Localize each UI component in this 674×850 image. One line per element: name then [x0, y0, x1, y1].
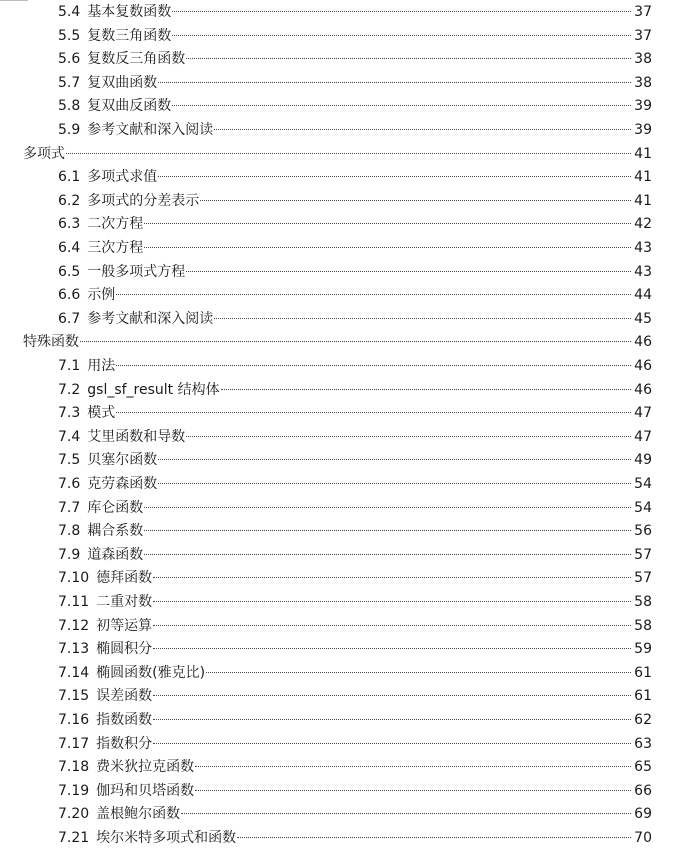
toc-dot-leader — [153, 577, 631, 578]
toc-dot-leader — [237, 837, 631, 838]
toc-entry-title: 特殊函数 — [23, 334, 79, 351]
toc-entry-title: 费米狄拉克函数 — [96, 759, 195, 776]
toc-entry-page-number: 69 — [634, 806, 652, 823]
toc-section-entry[interactable] — [58, 781, 652, 801]
toc-dot-leader — [186, 58, 631, 59]
toc-entry-title: 多项式求值 — [87, 169, 158, 186]
toc-dot-leader — [172, 35, 631, 36]
toc-entry-title: 复数三角函数 — [87, 27, 172, 44]
toc-entry-number: 5.8 — [58, 98, 81, 115]
toc-entry-number: 7.13 — [58, 641, 90, 658]
toc-entry-title: 盖根鲍尔函数 — [96, 806, 181, 823]
toc-chapter-entry[interactable] — [23, 332, 652, 352]
toc-dot-leader — [195, 790, 631, 791]
toc-entry-title: 埃尔米特多项式和函数 — [96, 830, 237, 846]
toc-entry-number: 6.7 — [58, 310, 81, 327]
toc-entry-title: 耦合系数 — [87, 523, 144, 540]
toc-entry-title: 伽玛和贝塔函数 — [96, 782, 195, 799]
toc-entry-page-number: 45 — [634, 310, 652, 327]
toc-entry-title: 二次方程 — [87, 216, 144, 233]
toc-dot-leader — [144, 247, 631, 248]
toc-entry-page-number: 46 — [634, 381, 652, 398]
toc-entry-page-number: 62 — [634, 712, 652, 728]
toc-section-entry[interactable] — [58, 498, 652, 518]
toc-entry-page-number: 54 — [634, 476, 652, 492]
toc-section-entry[interactable] — [58, 262, 652, 282]
toc-entry-title: gsl_sf_result 结构体 — [87, 381, 220, 398]
toc-section-entry[interactable] — [58, 73, 652, 93]
toc-entry-number: 6.3 — [58, 216, 81, 233]
toc-entry-title: 用法 — [87, 358, 116, 374]
toc-entry-number: 6.4 — [58, 240, 81, 256]
toc-entry-page-number: 57 — [634, 570, 652, 587]
toc-entry-number: 7.1 — [58, 358, 81, 374]
toc-entry-number: 5.6 — [58, 51, 81, 68]
toc-dot-leader — [172, 11, 631, 12]
toc-entry-number: 6.2 — [58, 192, 81, 209]
toc-section-entry[interactable] — [58, 592, 652, 612]
toc-entry-page-number: 65 — [634, 759, 652, 776]
toc-entry-number: 5.9 — [58, 122, 81, 138]
toc-dot-leader — [172, 105, 631, 106]
toc-entry-number: 7.9 — [58, 546, 81, 563]
toc-entry-title: 德拜函数 — [96, 570, 153, 587]
toc-dot-leader — [186, 436, 631, 437]
toc-entry-number: 5.7 — [58, 74, 81, 91]
toc-dot-leader — [144, 530, 631, 531]
toc-entry-number: 6.6 — [58, 287, 81, 304]
toc-entry-title: 复双曲函数 — [87, 74, 158, 91]
toc-section-entry[interactable] — [58, 403, 652, 423]
toc-entry-page-number: 59 — [634, 641, 652, 658]
toc-section-entry[interactable] — [58, 710, 652, 730]
toc-entry-title: 二重对数 — [96, 594, 153, 610]
toc-entry-title: 克劳森函数 — [87, 476, 158, 492]
toc-entry-number: 7.15 — [58, 688, 90, 705]
toc-entry-number: 6.1 — [58, 169, 81, 186]
toc-entry-title: 一般多项式方程 — [87, 263, 186, 280]
toc-dot-leader — [158, 176, 631, 177]
toc-section-entry[interactable] — [58, 238, 652, 258]
toc-entry-title: 三次方程 — [87, 240, 144, 256]
toc-entry-page-number: 39 — [634, 122, 652, 138]
toc-dot-leader — [153, 695, 631, 696]
toc-section-entry[interactable] — [58, 380, 652, 400]
toc-entry-page-number: 43 — [634, 263, 652, 280]
toc-entry-page-number: 49 — [634, 452, 652, 469]
toc-entry-number: 7.10 — [58, 570, 90, 587]
toc-dot-leader — [186, 271, 631, 272]
toc-dot-leader — [206, 672, 631, 673]
toc-entry-number: 7.5 — [58, 452, 81, 469]
toc-entry-page-number: 42 — [634, 216, 652, 233]
toc-entry-page-number: 38 — [634, 51, 652, 68]
toc-dot-leader — [153, 601, 631, 602]
toc-entry-page-number: 66 — [634, 782, 652, 799]
toc-entry-title: 多项式 — [23, 145, 65, 162]
toc-dot-leader — [214, 318, 631, 319]
toc-entry-page-number: 58 — [634, 617, 652, 634]
toc-entry-title: 误差函数 — [96, 688, 153, 705]
toc-entry-page-number: 41 — [634, 169, 652, 186]
toc-section-entry[interactable] — [58, 427, 652, 447]
page-top-rule — [0, 0, 28, 1]
toc-dot-leader — [158, 483, 631, 484]
toc-dot-leader — [116, 294, 631, 295]
toc-entry-number: 5.5 — [58, 27, 81, 44]
toc-section-entry[interactable] — [58, 568, 652, 588]
toc-entry-title: 参考文献和深入阅读 — [87, 122, 214, 138]
toc-dot-leader — [153, 648, 631, 649]
toc-entry-number: 7.18 — [58, 759, 90, 776]
toc-entry-page-number: 70 — [634, 830, 652, 846]
toc-entry-number: 7.17 — [58, 735, 90, 752]
toc-entry-number: 7.21 — [58, 830, 90, 846]
toc-dot-leader — [181, 813, 631, 814]
toc-entry-page-number: 61 — [634, 664, 652, 681]
toc-entry-title: 复数反三角函数 — [87, 51, 186, 68]
toc-section-entry[interactable] — [58, 616, 652, 636]
toc-entry-title: 多项式的分差表示 — [87, 192, 200, 209]
toc-section-entry[interactable] — [58, 757, 652, 777]
toc-entry-number: 7.4 — [58, 428, 81, 445]
toc-dot-leader — [144, 223, 631, 224]
toc-entry-page-number: 47 — [634, 405, 652, 422]
toc-entry-page-number: 38 — [634, 74, 652, 91]
toc-entry-page-number: 37 — [634, 4, 652, 20]
toc-section-entry[interactable] — [58, 663, 652, 683]
toc-dot-leader — [153, 625, 631, 626]
toc-entry-page-number: 46 — [634, 334, 652, 351]
toc-section-entry[interactable] — [58, 828, 652, 848]
toc-chapter-entry[interactable] — [23, 144, 652, 164]
toc-dot-leader — [158, 459, 631, 460]
toc-entry-page-number: 58 — [634, 594, 652, 610]
toc-entry-page-number: 44 — [634, 287, 652, 304]
toc-entry-number: 6.5 — [58, 263, 81, 280]
toc-entry-number: 7.20 — [58, 806, 90, 823]
toc-dot-leader — [195, 766, 631, 767]
toc-section-entry[interactable] — [58, 120, 652, 140]
toc-dot-leader — [158, 82, 631, 83]
toc-entry-number: 7.8 — [58, 523, 81, 540]
toc-dot-leader — [116, 365, 631, 366]
toc-section-entry[interactable] — [58, 26, 652, 46]
toc-entry-page-number: 56 — [634, 523, 652, 540]
toc-dot-leader — [80, 341, 631, 342]
toc-entry-title: 指数函数 — [96, 712, 153, 728]
toc-entry-title: 模式 — [87, 405, 116, 422]
toc-section-entry[interactable] — [58, 639, 652, 659]
toc-entry-title: 参考文献和深入阅读 — [87, 310, 214, 327]
toc-entry-page-number: 63 — [634, 735, 652, 752]
toc-entry-title: 复双曲反函数 — [87, 98, 172, 115]
toc-entry-number: 7.19 — [58, 782, 90, 799]
toc-entry-page-number: 61 — [634, 688, 652, 705]
toc-section-entry[interactable] — [58, 356, 652, 376]
toc-entry-number: 7.12 — [58, 617, 90, 634]
toc-section-entry[interactable] — [58, 2, 652, 22]
toc-entry-number: 7.6 — [58, 476, 81, 492]
toc-entry-page-number: 47 — [634, 428, 652, 445]
toc-entry-title: 库仑函数 — [87, 499, 144, 516]
toc-entry-number: 7.11 — [58, 594, 90, 610]
toc-section-entry[interactable] — [58, 474, 652, 494]
toc-entry-title: 贝塞尔函数 — [87, 452, 158, 469]
toc-dot-leader — [144, 554, 631, 555]
toc-entry-number: 5.4 — [58, 4, 81, 20]
toc-entry-page-number: 37 — [634, 27, 652, 44]
toc-dot-leader — [116, 412, 631, 413]
toc-entry-page-number: 46 — [634, 358, 652, 374]
toc-entry-title: 艾里函数和导数 — [87, 428, 186, 445]
toc-dot-leader — [153, 719, 631, 720]
toc-entry-title: 示例 — [87, 287, 116, 304]
toc-section-entry[interactable] — [58, 191, 652, 211]
toc-section-entry[interactable] — [58, 686, 652, 706]
toc-dot-leader — [200, 200, 631, 201]
toc-entry-number: 7.2 — [58, 381, 81, 398]
toc-entry-page-number: 43 — [634, 240, 652, 256]
toc-entry-title: 基本复数函数 — [87, 4, 172, 20]
toc-entry-page-number: 54 — [634, 499, 652, 516]
toc-section-entry[interactable] — [58, 545, 652, 565]
toc-entry-page-number: 41 — [634, 145, 652, 162]
toc-section-entry[interactable] — [58, 214, 652, 234]
toc-section-entry[interactable] — [58, 49, 652, 69]
toc-dot-leader — [144, 507, 631, 508]
toc-entry-title: 椭圆函数(雅克比) — [96, 664, 206, 681]
toc-entry-title: 道森函数 — [87, 546, 144, 563]
toc-section-entry[interactable] — [58, 285, 652, 305]
toc-dot-leader — [66, 153, 631, 154]
toc-entry-page-number: 41 — [634, 192, 652, 209]
toc-entry-title: 初等运算 — [96, 617, 153, 634]
toc-section-entry[interactable] — [58, 167, 652, 187]
toc-entry-number: 7.14 — [58, 664, 90, 681]
toc-entry-page-number: 39 — [634, 98, 652, 115]
toc-section-entry[interactable] — [58, 309, 652, 329]
toc-dot-leader — [153, 743, 631, 744]
toc-dot-leader — [214, 129, 631, 130]
toc-entry-title: 指数积分 — [96, 735, 153, 752]
toc-section-entry[interactable] — [58, 734, 652, 754]
toc-entry-title: 椭圆积分 — [96, 641, 153, 658]
toc-section-entry[interactable] — [58, 96, 652, 116]
toc-entry-number: 7.7 — [58, 499, 81, 516]
toc-section-entry[interactable] — [58, 804, 652, 824]
toc-entry-number: 7.3 — [58, 405, 81, 422]
toc-section-entry[interactable] — [58, 521, 652, 541]
toc-dot-leader — [221, 389, 631, 390]
toc-section-entry[interactable] — [58, 450, 652, 470]
toc-entry-page-number: 57 — [634, 546, 652, 563]
toc-entry-number: 7.16 — [58, 712, 90, 728]
